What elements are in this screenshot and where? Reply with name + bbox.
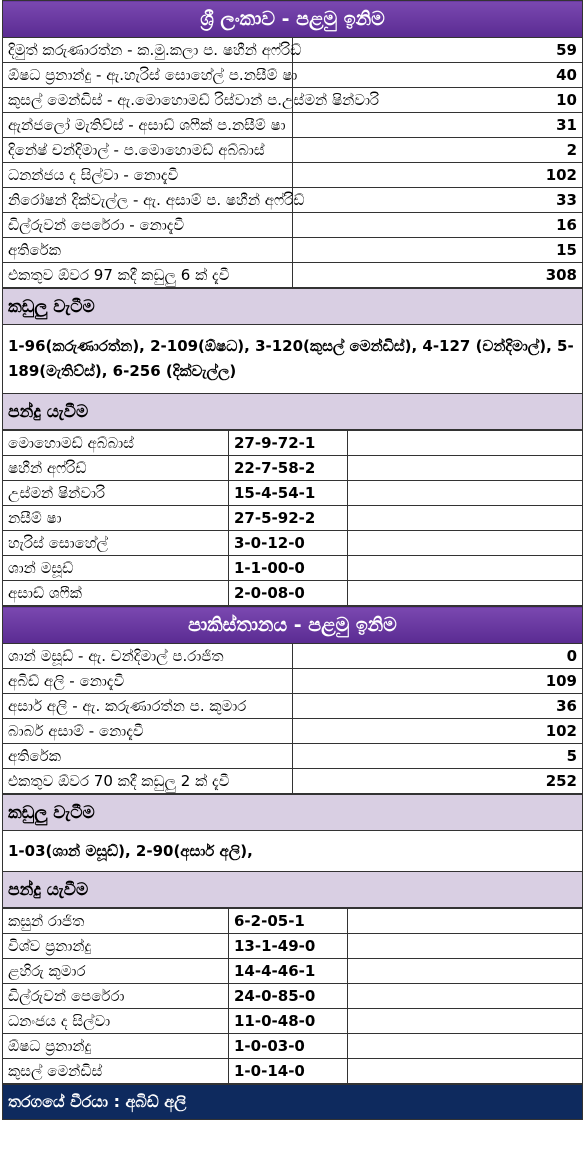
batting-row bbox=[3, 694, 583, 719]
runs-cell: 36 bbox=[293, 694, 583, 719]
batsman-cell: බාබර් අසාම් - නොදැවී bbox=[3, 719, 293, 744]
empty-cell bbox=[348, 531, 583, 556]
sl-bowling-table bbox=[2, 430, 583, 606]
batsman-cell: අබිඩ් අලි - නොදැවී bbox=[3, 669, 293, 694]
bowling-row bbox=[3, 456, 583, 481]
sl-fow-heading: කඩුලු වැටීම bbox=[3, 289, 583, 325]
pak-bowling-table bbox=[2, 908, 583, 1084]
bowler-cell: ඕෂධ ප්‍රනාන්දු bbox=[3, 1034, 229, 1059]
sl-fow-text: 1-96(කරුණාරත්න), 2-109(ඕෂධ), 3-120(කුසල් මෙන්ඩිස්), 4-127 (චන්දිමාල්), 5-189(මැතිව්ස්), 6-256 (දික්වැල්ල) bbox=[3, 325, 583, 394]
pak-fow-table bbox=[2, 794, 583, 908]
bowling-row bbox=[3, 1034, 583, 1059]
pak-fow-text: 1-03(ශාන් මසූඩ්), 2-90(අසාර් අලි), bbox=[3, 831, 583, 872]
figures-cell: 2-0-08-0 bbox=[229, 581, 348, 606]
figures-cell: 13-1-49-0 bbox=[229, 934, 348, 959]
empty-cell bbox=[348, 1009, 583, 1034]
bowling-row bbox=[3, 984, 583, 1009]
runs-cell: 10 bbox=[293, 88, 583, 113]
bowling-row bbox=[3, 1009, 583, 1034]
runs-cell: 102 bbox=[293, 163, 583, 188]
figures-cell: 15-4-54-1 bbox=[229, 481, 348, 506]
bowler-cell: අසාඩ් ශෆීක් bbox=[3, 581, 229, 606]
pak-fow-heading: කඩුලු වැටීම bbox=[3, 795, 583, 831]
man-of-the-match: තරගයේ වීරයා : අබිඩ් අලි bbox=[3, 1085, 583, 1120]
bowler-cell: ඩිල්රුවන් පෙරේරා bbox=[3, 984, 229, 1009]
sl-bowling-heading: පන්දු යැවීම bbox=[3, 394, 583, 430]
batsman-cell: අසාර් අලි - ඇ. කරුණාරත්න ප. කුමාර bbox=[3, 694, 293, 719]
batting-row bbox=[3, 63, 583, 88]
empty-cell bbox=[348, 481, 583, 506]
batting-row bbox=[3, 719, 583, 744]
runs-cell: 0 bbox=[293, 644, 583, 669]
figures-cell: 27-9-72-1 bbox=[229, 431, 348, 456]
runs-cell: 308 bbox=[293, 263, 583, 288]
sl-innings-title: ශ්‍රී ලංකාව - පළමු ඉනිම bbox=[3, 1, 583, 38]
batting-row bbox=[3, 263, 583, 288]
runs-cell: 15 bbox=[293, 238, 583, 263]
pak-batting-table bbox=[2, 606, 583, 794]
runs-cell: 31 bbox=[293, 113, 583, 138]
runs-cell: 5 bbox=[293, 744, 583, 769]
bowling-row bbox=[3, 481, 583, 506]
empty-cell bbox=[348, 1034, 583, 1059]
bowling-row bbox=[3, 531, 583, 556]
batting-row bbox=[3, 113, 583, 138]
figures-cell: 14-4-46-1 bbox=[229, 959, 348, 984]
batsman-cell: ඕෂධ ප්‍රනාන්දු - ඇ.හැරිස් සොහේල් ප.නසීම් ෂා bbox=[3, 63, 293, 88]
sl-batting-table bbox=[2, 0, 583, 288]
figures-cell: 6-2-05-1 bbox=[229, 909, 348, 934]
empty-cell bbox=[348, 934, 583, 959]
bowler-cell: නසීම් ෂා bbox=[3, 506, 229, 531]
empty-cell bbox=[348, 456, 583, 481]
bowler-cell: හැරිස් සොහේල් bbox=[3, 531, 229, 556]
batsman-cell: දිමුත් කරුණාරත්න - ක.මු.කලා ප. ෂහීන් අෆ්රිඩ් bbox=[3, 38, 293, 63]
runs-cell: 252 bbox=[293, 769, 583, 794]
batting-row bbox=[3, 744, 583, 769]
pak-innings-title: පාකිස්තානය - පළමු ඉනිම bbox=[3, 607, 583, 644]
batting-row bbox=[3, 669, 583, 694]
batsman-cell: නිරෝෂන් දික්වැල්ල - ඇ. අසාම් ප. ෂහීන් අෆ්රිඩ් bbox=[3, 188, 293, 213]
figures-cell: 24-0-85-0 bbox=[229, 984, 348, 1009]
figures-cell: 11-0-48-0 bbox=[229, 1009, 348, 1034]
batsman-cell: ඇන්ජලෝ මැතිව්ස් - අසාඩ් ශෆීක් ප.නසීම් ෂා bbox=[3, 113, 293, 138]
batsman-cell: ඩිල්රුවන් පෙරේරා - නොදැවී bbox=[3, 213, 293, 238]
batsman-cell: ශාන් මසූඩ් - ඇ. චන්දිමාල් ප.රාජිත bbox=[3, 644, 293, 669]
batsman-cell: අතිරේක bbox=[3, 744, 293, 769]
runs-cell: 2 bbox=[293, 138, 583, 163]
bowler-cell: උස්මන් ෂින්වාරි bbox=[3, 481, 229, 506]
empty-cell bbox=[348, 581, 583, 606]
bowler-cell: මොහොමඩ් අබ්බාස් bbox=[3, 431, 229, 456]
bowler-cell: ධනංජය ද සිල්වා bbox=[3, 1009, 229, 1034]
figures-cell: 1-0-03-0 bbox=[229, 1034, 348, 1059]
bowler-cell: කුසල් මෙන්ඩිස් bbox=[3, 1059, 229, 1084]
footer-table bbox=[2, 1084, 583, 1120]
pak-bowling-heading: පන්දු යැවීම bbox=[3, 872, 583, 908]
bowling-row bbox=[3, 959, 583, 984]
batsman-cell: කුසල් මෙන්ඩිස් - ඇ.මොහොමඩ් රිස්වාන් ප.උස්මන් ෂින්වාරි bbox=[3, 88, 293, 113]
batsman-cell: අතිරේක bbox=[3, 238, 293, 263]
runs-cell: 16 bbox=[293, 213, 583, 238]
runs-cell: 40 bbox=[293, 63, 583, 88]
empty-cell bbox=[348, 506, 583, 531]
runs-cell: 33 bbox=[293, 188, 583, 213]
bowler-cell: විශ්ව ප්‍රනාන්දු bbox=[3, 934, 229, 959]
batting-row bbox=[3, 163, 583, 188]
bowling-row bbox=[3, 909, 583, 934]
runs-cell: 102 bbox=[293, 719, 583, 744]
bowling-row bbox=[3, 556, 583, 581]
empty-cell bbox=[348, 1059, 583, 1084]
figures-cell: 27-5-92-2 bbox=[229, 506, 348, 531]
figures-cell: 1-1-00-0 bbox=[229, 556, 348, 581]
bowler-cell: ශාන් මසූඩ් bbox=[3, 556, 229, 581]
bowler-cell: කසුන් රාජිත bbox=[3, 909, 229, 934]
empty-cell bbox=[348, 431, 583, 456]
runs-cell: 109 bbox=[293, 669, 583, 694]
figures-cell: 22-7-58-2 bbox=[229, 456, 348, 481]
sl-fow-table bbox=[2, 288, 583, 430]
batting-row bbox=[3, 769, 583, 794]
bowler-cell: ෂහීන් අෆ්රිඩ් bbox=[3, 456, 229, 481]
bowler-cell: ළහිරු කුමාර bbox=[3, 959, 229, 984]
figures-cell: 3-0-12-0 bbox=[229, 531, 348, 556]
empty-cell bbox=[348, 984, 583, 1009]
batting-row bbox=[3, 188, 583, 213]
empty-cell bbox=[348, 959, 583, 984]
figures-cell: 1-0-14-0 bbox=[229, 1059, 348, 1084]
batting-row bbox=[3, 213, 583, 238]
batting-row bbox=[3, 138, 583, 163]
batsman-cell: එකතුව ඕවර 97 කදී කඩුලු 6 ක් දැවී bbox=[3, 263, 293, 288]
batsman-cell: එකතුව ඕවර 70 කදී කඩුලු 2 ක් දැවී bbox=[3, 769, 293, 794]
bowling-row bbox=[3, 1059, 583, 1084]
bowling-row bbox=[3, 934, 583, 959]
batsman-cell: ධනන්ජය ද සිල්වා - නොදැවී bbox=[3, 163, 293, 188]
bowling-row bbox=[3, 506, 583, 531]
empty-cell bbox=[348, 909, 583, 934]
scorecard bbox=[2, 0, 583, 1120]
batsman-cell: දිනේෂ් චන්දිමාල් - ප.මොහොමඩ් අබ්බාස් bbox=[3, 138, 293, 163]
bowling-row bbox=[3, 431, 583, 456]
empty-cell bbox=[348, 556, 583, 581]
batting-row bbox=[3, 38, 583, 63]
batting-row bbox=[3, 88, 583, 113]
bowling-row bbox=[3, 581, 583, 606]
runs-cell: 59 bbox=[293, 38, 583, 63]
batting-row bbox=[3, 644, 583, 669]
batting-row bbox=[3, 238, 583, 263]
